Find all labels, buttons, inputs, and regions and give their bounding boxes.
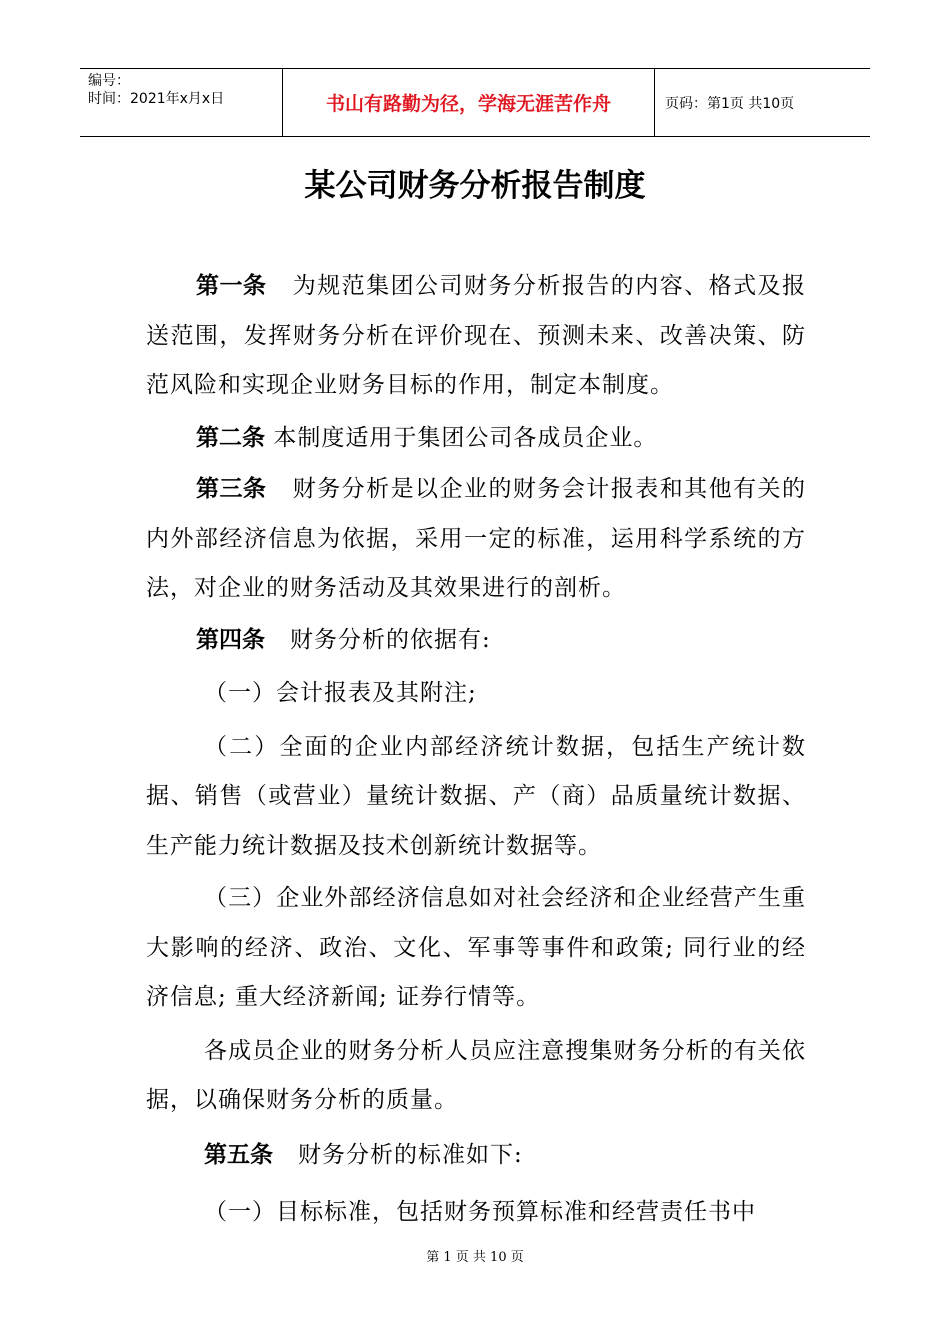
- note-paragraph: 各成员企业的财务分析人员应注意搜集财务分析的有关依据，以确保财务分析的质量。: [146, 1037, 806, 1113]
- header-motto: 书山有路勤为径，学海无涯苦作舟: [282, 69, 655, 136]
- article-label: 第五条: [204, 1141, 273, 1168]
- article-text: 财务分析的依据有:: [289, 626, 491, 653]
- article-label: 第一条: [196, 273, 267, 299]
- list-item-1: （一）会计报表及其附注;: [204, 680, 477, 706]
- list-item-4: （一）目标标准，包括财务预算标准和经营责任书中: [204, 1199, 756, 1225]
- article-text: 财务分析的标准如下:: [297, 1141, 523, 1168]
- article-label: 第三条: [196, 476, 267, 502]
- article-3: [146, 465, 806, 614]
- article-text: 为规范集团公司财务分析报告的内容、格式及报送范围，发挥财务分析在评价现在、预测未来、改善决策、防范风险和实现企业财务目标的作用，制定本制度。: [146, 273, 807, 398]
- list-item-3: （三）企业外部经济信息如对社会经济和企业经营产生重大影响的经济、政治、文化、军事等事件和政策; 同行业的经济信息; 重大经济新闻; 证券行情等。: [146, 885, 806, 1010]
- list-item-2: （二）全面的企业内部经济统计数据，包括生产统计数据、销售（或营业）量统计数据、产（商）品质量统计数据、生产能力统计数据及技术创新统计数据等。: [146, 733, 806, 859]
- page-header: [80, 68, 870, 137]
- article-text: 财务分析是以企业的财务会计报表和其他有关的内外部经济信息为依据，采用一定的标准，运用科学系统的方法，对企业的财务活动及其效果进行的剖析。: [146, 476, 807, 601]
- article-label: 第四条: [196, 626, 265, 653]
- article-2: [146, 414, 806, 464]
- article-label: 第二条: [196, 424, 265, 451]
- header-page-info: 页码：第1页 共10页: [665, 95, 795, 112]
- document-title: 某公司财务分析报告制度: [304, 168, 646, 204]
- page-footer: 第 1 页 共 10 页: [426, 1250, 524, 1265]
- document-body: [146, 262, 806, 1238]
- header-meta: [80, 69, 282, 136]
- article-5: [146, 1131, 806, 1181]
- document-number-label: 编号：: [88, 73, 130, 89]
- article-text: 本制度适用于集团公司各成员企业。: [273, 424, 658, 451]
- document-date: 时间：2021年x月x日: [88, 91, 225, 107]
- article-4: [146, 616, 806, 666]
- article-1: [146, 262, 806, 411]
